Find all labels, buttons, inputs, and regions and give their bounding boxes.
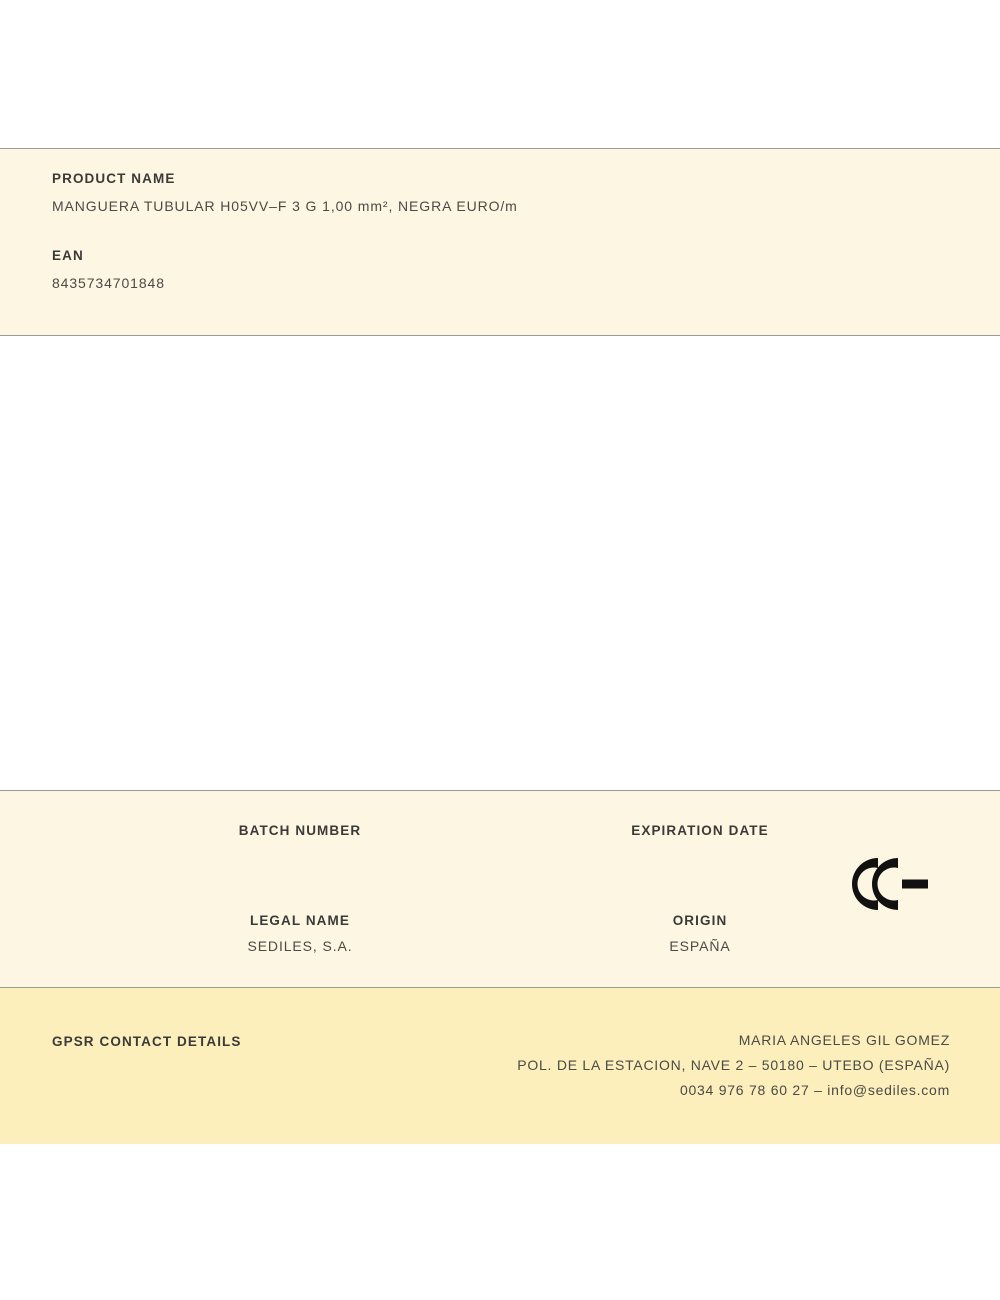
ean-label: EAN [52,248,84,263]
legal-name-value: SEDILES, S.A. [247,938,353,954]
product-name-group [52,171,948,214]
origin-label: ORIGIN [672,913,728,928]
gpsr-contact-address: POL. DE LA ESTACION, NAVE 2 – 50180 – UTEBO (ESPAÑA) [517,1057,950,1073]
gpsr-contact-phone-email: 0034 976 78 60 27 – info@sediles.com [679,1082,950,1098]
product-name-value: MANGUERA TUBULAR H05VV–F 3 G 1,00 mm², NEGRA EURO/m [52,198,518,214]
page-footer-space [0,1144,1000,1300]
origin-value: ESPAÑA [669,938,731,954]
gpsr-contact-name: MARIA ANGELES GIL GOMEZ [738,1032,950,1048]
ean-value: 8435734701848 [52,275,165,291]
ce-mark-icon [840,853,950,915]
gpsr-address [517,1032,950,1098]
legal-name-cell [0,913,600,954]
expiration-date-label: EXPIRATION DATE [631,823,769,838]
origin-cell [600,913,1000,954]
batch-row-bottom [0,913,1000,954]
gpsr-label: GPSR CONTACT DETAILS [52,1034,242,1049]
batch-number-value [0,848,600,864]
product-info-block [0,148,1000,336]
batch-number-label: BATCH NUMBER [238,823,362,838]
expiration-date-value [600,848,800,864]
batch-info-block [0,790,1000,988]
legal-name-label: LEGAL NAME [249,913,350,928]
gpsr-contact-block [0,988,1000,1144]
blank-content-area [0,336,1000,790]
ean-group [52,248,948,291]
product-name-label: PRODUCT NAME [52,171,176,186]
batch-number-cell [0,823,600,864]
